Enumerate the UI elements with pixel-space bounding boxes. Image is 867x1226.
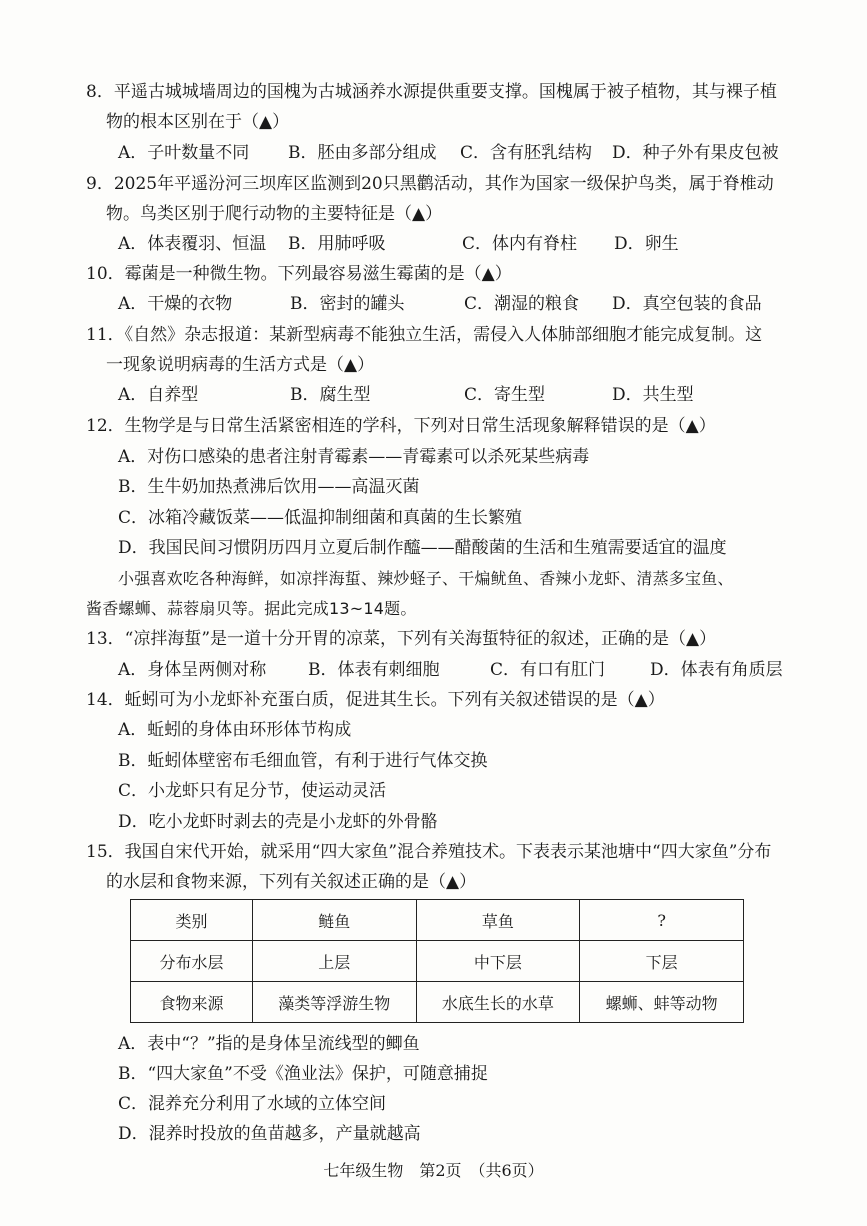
table-cell: 草鱼 <box>416 900 580 941</box>
table-cell: 食物来源 <box>131 982 253 1023</box>
q11-stem-line1: 11．《自然》杂志报道：某新型病毒不能独立生活，需侵入人体肺部细胞才能完成复制。这 <box>86 325 763 345</box>
q14-option-a: A．蚯蚓的身体由环形体节构成 <box>118 720 352 740</box>
q8-stem-line1: 8．平遥古城城墙周边的国槐为古城涵养水源提供重要支撑。国槐属于被子植物，其与裸子植 <box>86 82 777 102</box>
table-cell: 水底生长的水草 <box>416 982 580 1023</box>
q14-option-c: C．小龙虾只有足分节，使运动灵活 <box>118 781 387 801</box>
table-row <box>131 941 744 982</box>
q15-option-c: C．混养充分利用了水域的立体空间 <box>118 1094 387 1114</box>
q9-options <box>118 234 818 254</box>
q9-stem-line1: 9．2025年平遥汾河三坝库区监测到20只黑鹳活动，其作为国家一级保护鸟类，属于脊椎动 <box>86 174 774 194</box>
q10-stem: 10．霉菌是一种微生物。下列最容易滋生霉菌的是（▲） <box>86 264 512 284</box>
q12-option-d: D．我国民间习惯阴历四月立夏后制作醯——醋酸菌的生活和生殖需要适宜的温度 <box>118 538 727 558</box>
q13-options <box>118 660 838 680</box>
q15-stem-line2: 的水层和食物来源，下列有关叙述正确的是（▲） <box>106 872 477 892</box>
q15-option-b: B．“四大家鱼”不受《渔业法》保护，可随意捕捉 <box>118 1064 488 1084</box>
q15-stem-line1: 15．我国自宋代开始，就采用“四大家鱼”混合养殖技术。下表表示某池塘中“四大家鱼”分布 <box>86 842 772 862</box>
q13-option-b: B．体表有刺细胞 <box>308 660 440 680</box>
table-cell: 藻类等浮游生物 <box>253 982 417 1023</box>
q11-option-b: B．腐生型 <box>290 385 371 405</box>
q9-option-c: C．体内有脊柱 <box>462 234 578 254</box>
q8-stem-line2: 物的根本区别在于（▲） <box>106 112 290 132</box>
intro-line2: 酱香螺蛳、蒜蓉扇贝等。据此完成13~14题。 <box>86 599 417 618</box>
q14-option-d: D．吃小龙虾时剥去的壳是小龙虾的外骨骼 <box>118 812 438 832</box>
q8-option-d: D．种子外有果皮包被 <box>612 143 779 163</box>
q8-option-c: C．含有胚乳结构 <box>460 143 593 163</box>
q15-option-a: A．表中“？”指的是身体呈流线型的鲫鱼 <box>118 1034 420 1054</box>
q10-option-a: A．干燥的衣物 <box>118 294 233 314</box>
table-cell: 类别 <box>131 900 253 941</box>
q8-options <box>118 143 818 163</box>
page-footer: 七年级生物 第2页 （共6页） <box>323 1161 544 1180</box>
q10-option-c: C．潮湿的粮食 <box>464 294 580 314</box>
q13-option-a: A．身体呈两侧对称 <box>118 660 267 680</box>
q10-option-d: D．真空包装的食品 <box>612 294 762 314</box>
intro-line1: 小强喜欢吃各种海鲜，如凉拌海蜇、辣炒蛏子、干煸鱿鱼、香辣小龙虾、清蒸多宝鱼、 <box>118 569 734 588</box>
table-row <box>131 900 744 941</box>
q13-option-d: D．体表有角质层 <box>650 660 783 680</box>
table-cell: 下层 <box>580 941 744 982</box>
q11-option-c: C．寄生型 <box>464 385 546 405</box>
q11-stem-line2: 一现象说明病毒的生活方式是（▲） <box>106 355 375 375</box>
q11-option-d: D．共生型 <box>612 385 694 405</box>
q11-options <box>118 385 818 405</box>
q13-stem: 13．“凉拌海蜇”是一道十分开胃的凉菜，下列有关海蜇特征的叙述，正确的是（▲） <box>86 629 717 649</box>
q13-option-c: C．有口有肛门 <box>490 660 606 680</box>
q15-option-d: D．混养时投放的鱼苗越多，产量就越高 <box>118 1124 421 1144</box>
q8-option-b: B．胚由多部分组成 <box>288 143 437 163</box>
table-cell: ? <box>580 900 744 941</box>
q14-option-b: B．蚯蚓体壁密布毛细血管，有利于进行气体交换 <box>118 751 488 771</box>
q12-option-a: A．对伤口感染的患者注射青霉素——青霉素可以杀死某些病毒 <box>118 447 590 467</box>
table-row <box>131 982 744 1023</box>
q9-stem-line2: 物。鸟类区别于爬行动物的主要特征是（▲） <box>106 204 443 224</box>
table-cell: 鲢鱼 <box>253 900 417 941</box>
q12-option-c: C．冰箱冷藏饭菜——低温抑制细菌和真菌的生长繁殖 <box>118 508 523 528</box>
table-cell: 中下层 <box>416 941 580 982</box>
q10-options <box>118 294 818 314</box>
q12-stem: 12．生物学是与日常生活紧密相连的学科，下列对日常生活现象解释错误的是（▲） <box>86 416 716 436</box>
fish-distribution-table <box>130 899 744 1023</box>
q14-stem: 14．蚯蚓可为小龙虾补充蛋白质，促进其生长。下列有关叙述错误的是（▲） <box>86 690 665 710</box>
q11-option-a: A．自养型 <box>118 385 199 405</box>
q9-option-d: D．卵生 <box>614 234 679 254</box>
q10-option-b: B．密封的罐头 <box>290 294 405 314</box>
q9-option-b: B．用肺呼吸 <box>288 234 386 254</box>
table-cell: 上层 <box>253 941 417 982</box>
q12-option-b: B．生牛奶加热煮沸后饮用——高温灭菌 <box>118 477 420 497</box>
q9-option-a: A．体表覆羽、恒温 <box>118 234 267 254</box>
q8-option-a: A．子叶数量不同 <box>118 143 250 163</box>
table-cell: 螺蛳、蚌等动物 <box>580 982 744 1023</box>
table-cell: 分布水层 <box>131 941 253 982</box>
